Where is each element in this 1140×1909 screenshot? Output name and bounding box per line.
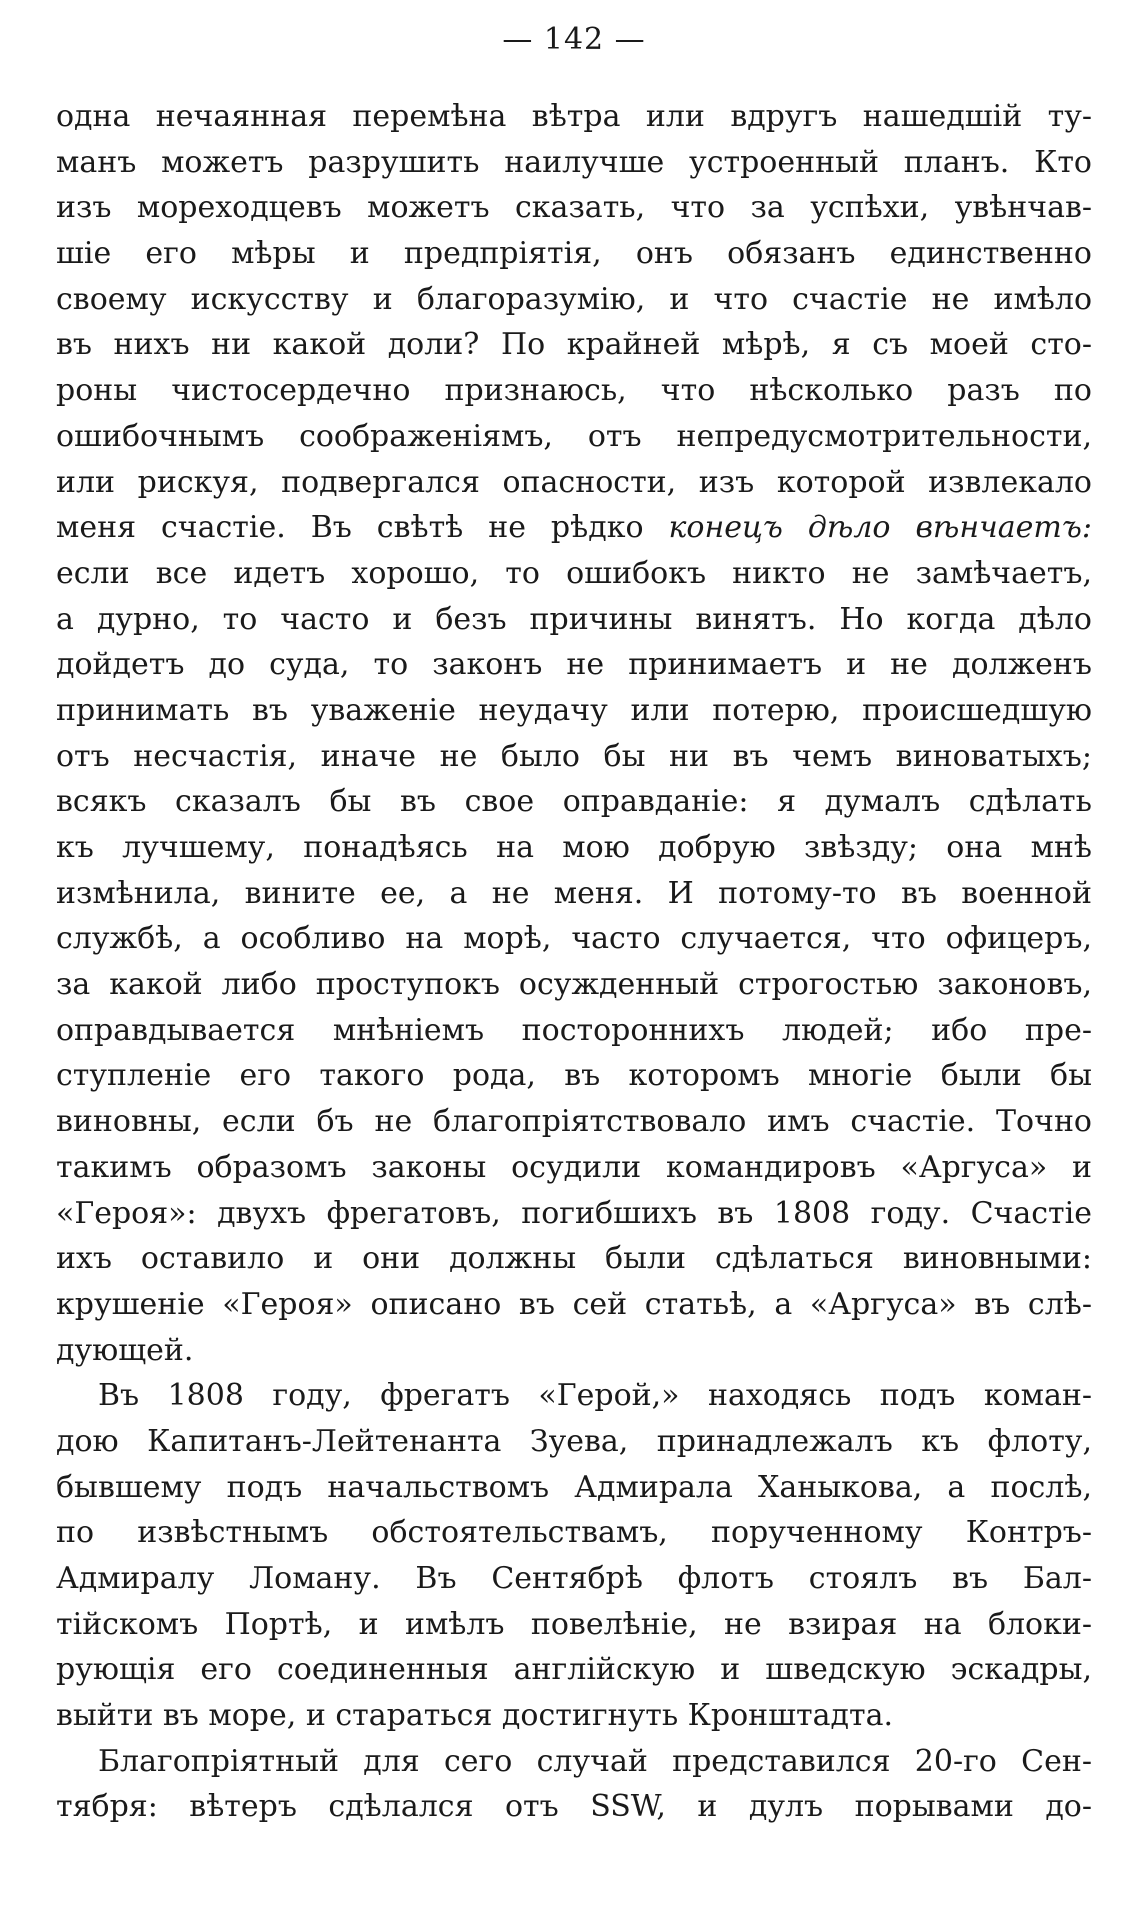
text-line: если все идетъ хорошо, то ошибокъ никто не замѣчаетъ,	[56, 555, 1092, 591]
text-line: тября: вѣтеръ сдѣлался отъ SSW, и дулъ порывами до-	[56, 1789, 1092, 1825]
text-line: ошибочнымъ соображеніямъ, отъ непредусмотрительности,	[56, 418, 1092, 454]
text-line: манъ можетъ разрушить наилучше устроенный планъ. Кто	[56, 144, 1092, 180]
text-line: службѣ, а особливо на морѣ, часто случается, что офицеръ,	[56, 921, 1092, 957]
text-line-with-emphasis	[56, 505, 1092, 551]
text-line: выйти въ море, и стараться достигнуть Кронштадта.	[56, 1698, 894, 1734]
text-line: дою Капитанъ-Лейтенанта Зуева, принадлежалъ къ флоту,	[56, 1423, 1092, 1459]
text-line: отъ несчастія, иначе не было бы ни въ чемъ виноватыхъ;	[56, 738, 1092, 774]
text-line: ихъ оставило и они должны были сдѣлаться виновными:	[56, 1241, 1092, 1277]
text-line: измѣнила, вините ее, а не меня. И потому-то въ военной	[56, 875, 1092, 911]
text-line: рующія его соединенныя англійскую и шведскую эскадры,	[56, 1652, 1092, 1688]
book-page	[56, 0, 1092, 1909]
text-line: Адмиралу Ломану. Въ Сентябрѣ флотъ стоялъ въ Бал-	[56, 1561, 1092, 1596]
text-line: крушеніе «Героя» описано въ сей статьѣ, а «Аргуса» въ слѣ-	[56, 1286, 1092, 1322]
text-line: по извѣстнымъ обстоятельствамъ, порученному Контръ-	[56, 1515, 1092, 1551]
text-line: въ нихъ ни какой доли? По крайней мѣрѣ, я съ моей сто-	[56, 327, 1092, 363]
text-line: такимъ образомъ законы осудили командировъ «Аргуса» и	[56, 1149, 1092, 1185]
text-line: дующей.	[56, 1332, 194, 1368]
text-line: ступленіе его такого рода, въ которомъ многіе были бы	[56, 1058, 1092, 1094]
text-line: шіе его мѣры и предпріятія, онъ обязанъ единственно	[56, 236, 1092, 272]
text-line: одна нечаянная перемѣна вѣтра или вдругъ нашедшій ту-	[56, 99, 1092, 134]
text-line: всякъ сказалъ бы въ свое оправданіе: я думалъ сдѣлать	[56, 784, 1092, 820]
text-segment: меня счастіе. Въ свѣтѣ не рѣдко	[56, 510, 644, 546]
page-text	[56, 94, 1092, 1830]
paragraph-first-line: Въ 1808 году, фрегатъ «Герой,» находясь подъ коман-	[98, 1378, 1092, 1414]
text-line: своему искусству и благоразумію, и что счастіе не имѣло	[56, 281, 1092, 317]
text-line: къ лучшему, понадѣясь на мою добрую звѣзду; она мнѣ	[56, 830, 1092, 865]
text-line: за какой либо проступокъ осужденный строгостью законовъ,	[56, 967, 1092, 1003]
text-line: изъ мореходцевъ можетъ сказать, что за успѣхи, увѣнчав-	[56, 190, 1092, 226]
emphasized-proverb: конецъ дѣло вѣнчаетъ:	[668, 510, 1092, 546]
text-line: роны чистосердечно признаюсь, что нѣсколько разъ по	[56, 373, 1092, 409]
text-line: принимать въ уваженіе неудачу или потерю, происшедшую	[56, 692, 1092, 728]
page-number: — 142 —	[502, 22, 646, 57]
text-line: бывшему подъ начальствомъ Адмирала Ханыкова, а послѣ,	[56, 1469, 1092, 1505]
text-line: виновны, если бъ не благопріятствовало имъ счастіе. Точно	[56, 1104, 1092, 1140]
text-line: дойдетъ до суда, то законъ не принимаетъ и не долженъ	[56, 647, 1092, 683]
text-line: а дурно, то часто и безъ причины винятъ. Но когда дѣло	[56, 601, 1092, 637]
paragraph-first-line: Благопріятный для сего случай представился 20-го Сен-	[98, 1743, 1092, 1779]
text-line: оправдывается мнѣніемъ постороннихъ людей; ибо пре-	[56, 1012, 1092, 1048]
text-line: «Героя»: двухъ фрегатовъ, погибшихъ въ 1808 году. Счастіе	[56, 1195, 1092, 1231]
text-line: тійскомъ Портѣ, и имѣлъ повелѣніе, не взирая на блоки-	[56, 1606, 1092, 1642]
text-line: или рискуя, подвергался опасности, изъ которой извлекало	[56, 464, 1092, 500]
